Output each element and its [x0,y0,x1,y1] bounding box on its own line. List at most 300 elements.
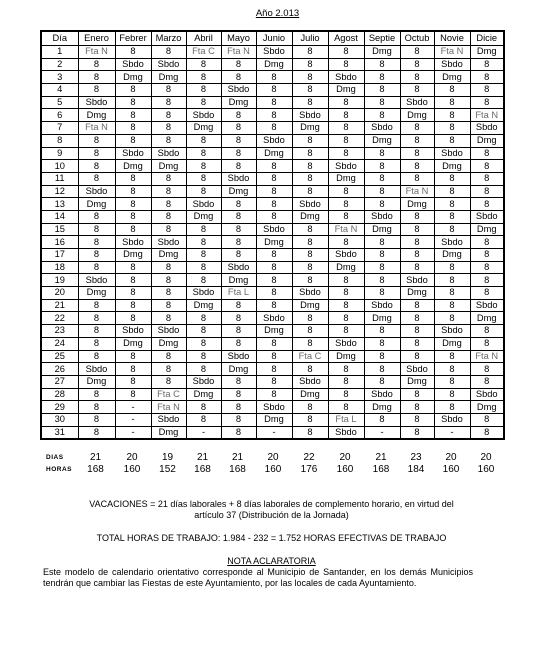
day-cell: 8 [151,312,186,325]
calendar-row [41,172,504,185]
day-cell: 8 [292,337,328,350]
day-cell: 8 [292,160,328,173]
day-cell: 8 [470,58,504,71]
day-cell: 8 [328,109,364,122]
day-cell: 8 [78,350,115,363]
day-cell: 8 [78,84,115,97]
day-cell: 8 [364,274,400,287]
day-cell: 8 [78,261,115,274]
day-cell: 8 [364,71,400,84]
day-cell: Fta C [186,46,221,59]
calendar-row [41,388,504,401]
day-cell: 8 [186,274,221,287]
day-cell: 8 [221,223,256,236]
day-cell: 8 [434,274,470,287]
day-cell: Sbdo [221,172,256,185]
day-cell: 8 [400,58,434,71]
day-cell: Fta N [78,122,115,135]
day-number: 28 [41,388,78,401]
day-cell: Sbdo [151,413,186,426]
header-month: Septie [364,31,400,46]
calendar-row [41,337,504,350]
calendar-row [41,299,504,312]
day-cell: Dmg [434,337,470,350]
day-cell: 8 [256,249,292,262]
day-cell: 8 [221,198,256,211]
day-cell: Sbdo [292,287,328,300]
day-cell: 8 [364,185,400,198]
calendar-row [41,312,504,325]
day-number: 29 [41,401,78,414]
day-cell: 8 [186,261,221,274]
day-cell: 8 [78,337,115,350]
day-number: 16 [41,236,78,249]
day-number: 17 [41,249,78,262]
day-cell: Dmg [328,84,364,97]
day-cell: Sbdo [434,236,470,249]
day-cell: Dmg [186,122,221,135]
day-cell: 8 [328,58,364,71]
day-cell: 8 [328,46,364,59]
day-cell: Dmg [434,71,470,84]
dias-value: 21 [89,452,102,463]
day-cell: Sbdo [256,401,292,414]
day-cell: 8 [78,236,115,249]
day-cell: 8 [364,58,400,71]
day-cell: Sbdo [256,312,292,325]
day-number: 10 [41,160,78,173]
day-cell: Dmg [470,223,504,236]
day-cell: 8 [364,84,400,97]
day-cell: Dmg [151,160,186,173]
day-cell: 8 [328,185,364,198]
calendar-row [41,274,504,287]
day-cell: 8 [256,210,292,223]
day-cell: 8 [292,84,328,97]
day-cell: Dmg [292,122,328,135]
day-cell: 8 [78,160,115,173]
day-cell: 8 [470,413,504,426]
day-cell: Sbdo [328,160,364,173]
horas-value: 160 [477,464,495,475]
day-cell: 8 [115,261,151,274]
day-cell: Sbdo [470,388,504,401]
dias-value: 20 [480,452,492,463]
day-cell: 8 [364,350,400,363]
header-month: Junio [256,31,292,46]
day-number: 24 [41,337,78,350]
day-cell: 8 [221,375,256,388]
day-cell: 8 [400,413,434,426]
day-cell: 8 [221,426,256,439]
day-cell: Dmg [78,375,115,388]
header-month: Novie [434,31,470,46]
day-cell: 8 [256,71,292,84]
day-cell: 8 [400,46,434,59]
day-cell: Sbdo [364,299,400,312]
day-cell: 8 [78,413,115,426]
calendar-row [41,261,504,274]
page-title: Año 2.013 [255,8,300,19]
day-cell: 8 [434,299,470,312]
day-cell: 8 [292,401,328,414]
day-cell: 8 [256,185,292,198]
day-cell: 8 [78,172,115,185]
day-cell: - [115,426,151,439]
day-number: 18 [41,261,78,274]
day-cell: Dmg [115,249,151,262]
day-cell: 8 [115,109,151,122]
day-cell: 8 [328,210,364,223]
calendar-row [41,109,504,122]
day-cell: 8 [400,122,434,135]
vacaciones-line-2: artículo 37 (Distribución de la Jornada) [194,510,349,520]
day-cell: 8 [186,71,221,84]
day-cell: 8 [328,325,364,338]
horas-value: 160 [336,464,354,475]
day-cell: 8 [78,249,115,262]
day-cell: 8 [256,299,292,312]
day-cell: 8 [400,223,434,236]
day-cell: 8 [256,84,292,97]
day-number: 6 [41,109,78,122]
day-cell: 8 [328,388,364,401]
day-cell: 8 [78,71,115,84]
day-number: 22 [41,312,78,325]
header-row [41,31,504,46]
day-cell: 8 [115,172,151,185]
calendar-row [41,46,504,59]
nota-text: Este modelo de calendario orientativo corresponde al Municipio de Santander, en los demás Municipios tendrán que cambiar las Fiestas de este Ayuntamiento, por las locales de cada Ayuntamiento. [43,567,473,588]
calendar-body [41,46,504,440]
day-cell: Sbdo [470,299,504,312]
day-cell: Dmg [186,388,221,401]
day-cell: Sbdo [470,210,504,223]
day-cell: Dmg [256,325,292,338]
day-cell: 8 [151,109,186,122]
day-cell: 8 [364,413,400,426]
day-cell: 8 [221,236,256,249]
day-cell: Sbdo [434,325,470,338]
day-cell: 8 [221,160,256,173]
dias-value: 20 [445,452,457,463]
day-cell: 8 [470,96,504,109]
day-cell: 8 [292,413,328,426]
day-cell: - [434,426,470,439]
day-cell: Dmg [364,223,400,236]
day-cell: 8 [434,96,470,109]
day-cell: Sbdo [328,249,364,262]
day-cell: 8 [400,160,434,173]
day-cell: 8 [186,236,221,249]
day-number: 14 [41,210,78,223]
day-cell: 8 [292,46,328,59]
day-cell: 8 [364,261,400,274]
day-cell: Sbdo [292,375,328,388]
calendar-row [41,185,504,198]
day-cell: Sbdo [115,325,151,338]
day-cell: 8 [364,160,400,173]
day-cell: Dmg [434,249,470,262]
day-cell: 8 [470,198,504,211]
day-cell: Dmg [78,109,115,122]
day-cell: 8 [434,350,470,363]
day-cell: Dmg [328,261,364,274]
calendar-row [41,249,504,262]
day-cell: 8 [78,210,115,223]
day-cell: 8 [364,337,400,350]
day-cell: 8 [221,210,256,223]
day-cell: 8 [364,96,400,109]
day-cell: 8 [400,249,434,262]
day-cell: 8 [115,122,151,135]
day-number: 2 [41,58,78,71]
day-cell: 8 [292,58,328,71]
calendar-row [41,198,504,211]
day-cell: 8 [434,312,470,325]
day-cell: 8 [364,109,400,122]
day-number: 9 [41,147,78,160]
day-cell: 8 [400,84,434,97]
day-cell: Dmg [78,198,115,211]
day-cell: 8 [151,210,186,223]
day-cell: 8 [470,274,504,287]
header-month: Octub [400,31,434,46]
day-cell: Sbdo [151,236,186,249]
day-cell: 8 [434,363,470,376]
day-number: 27 [41,375,78,388]
day-number: 31 [41,426,78,439]
day-cell: 8 [186,84,221,97]
day-cell: 8 [115,134,151,147]
day-cell: 8 [434,388,470,401]
day-cell: 8 [434,261,470,274]
dias-value: 19 [161,452,174,463]
day-cell: 8 [221,249,256,262]
day-cell: 8 [221,147,256,160]
day-cell: 8 [470,147,504,160]
day-cell: Dmg [470,312,504,325]
calendar-row [41,223,504,236]
day-number: 12 [41,185,78,198]
day-cell: 8 [115,363,151,376]
day-cell: 8 [256,198,292,211]
day-cell: 8 [292,312,328,325]
day-cell: 8 [434,401,470,414]
day-cell: Sbdo [115,236,151,249]
day-cell: 8 [186,363,221,376]
day-cell: Dmg [292,210,328,223]
day-cell: 8 [470,261,504,274]
day-cell: Sbdo [186,198,221,211]
day-cell: Sbdo [434,147,470,160]
day-cell: 8 [400,325,434,338]
calendar-row [41,96,504,109]
calendar-table [40,30,505,440]
header-month: Agost [328,31,364,46]
day-cell: Dmg [470,401,504,414]
day-cell: Sbdo [186,109,221,122]
day-cell: 8 [470,375,504,388]
horas-value: 160 [264,464,282,475]
day-cell: 8 [328,134,364,147]
calendar-row [41,363,504,376]
day-number: 30 [41,413,78,426]
day-cell: 8 [400,236,434,249]
header-month: Abril [186,31,221,46]
day-cell: 8 [400,401,434,414]
day-cell: Dmg [78,287,115,300]
day-cell: 8 [221,401,256,414]
day-cell: 8 [186,58,221,71]
horas-label: HORAS [46,466,72,473]
day-cell: Dmg [186,299,221,312]
day-cell: 8 [151,134,186,147]
day-cell: 8 [186,96,221,109]
day-cell: Fta N [221,46,256,59]
day-cell: Fta C [292,350,328,363]
day-cell: Fta C [151,388,186,401]
day-cell: 8 [221,337,256,350]
day-cell: 8 [256,388,292,401]
day-cell: Dmg [221,274,256,287]
day-cell: 8 [400,337,434,350]
day-cell: 8 [186,350,221,363]
day-cell: 8 [115,299,151,312]
dias-value: 20 [267,452,279,463]
day-cell: 8 [221,312,256,325]
day-number: 25 [41,350,78,363]
calendar-row [41,122,504,135]
day-cell: 8 [221,122,256,135]
calendar-row [41,147,504,160]
horas-value: 152 [159,464,176,475]
horas-value: 168 [87,464,104,475]
day-cell: Dmg [186,210,221,223]
day-cell: 8 [400,261,434,274]
day-cell: 8 [364,249,400,262]
day-cell: 8 [470,249,504,262]
day-cell: 8 [470,185,504,198]
calendar-row [41,71,504,84]
day-cell: Sbdo [470,122,504,135]
day-cell: Dmg [400,109,434,122]
day-cell: 8 [78,388,115,401]
day-cell: 8 [256,350,292,363]
day-cell: Sbdo [434,413,470,426]
day-cell: 8 [151,261,186,274]
calendar-row [41,401,504,414]
day-cell: Dmg [151,71,186,84]
vacaciones-line-1: VACACIONES = 21 días laborales + 8 días laborales de complemento horario, en virtud del [89,499,454,509]
header-month: Febrer [115,31,151,46]
horas-value: 168 [194,464,211,475]
day-cell: 8 [115,210,151,223]
day-cell: Sbdo [292,198,328,211]
day-cell: 8 [186,160,221,173]
day-cell: 8 [78,325,115,338]
day-cell: 8 [292,185,328,198]
day-cell: 8 [221,58,256,71]
day-cell: Sbdo [364,122,400,135]
day-cell: 8 [151,350,186,363]
day-number: 13 [41,198,78,211]
day-cell: Sbdo [328,337,364,350]
day-cell: Dmg [434,160,470,173]
dias-value: 21 [196,452,209,463]
day-cell: 8 [256,96,292,109]
day-cell: 8 [78,134,115,147]
day-cell: Dmg [400,287,434,300]
dias-label: DIAS [46,454,64,461]
day-cell: 8 [400,299,434,312]
day-cell: Sbdo [78,274,115,287]
day-cell: Sbdo [115,58,151,71]
day-cell: 8 [470,236,504,249]
day-cell: 8 [328,96,364,109]
day-cell: 8 [115,274,151,287]
day-cell: - [115,413,151,426]
day-cell: 8 [364,172,400,185]
dias-value: 20 [339,452,351,463]
horas-value: 168 [372,464,390,475]
day-cell: 8 [115,185,151,198]
day-number: 3 [41,71,78,84]
day-cell: 8 [292,172,328,185]
day-cell: 8 [470,337,504,350]
day-cell: 8 [434,134,470,147]
day-cell: 8 [292,325,328,338]
day-number: 21 [41,299,78,312]
day-cell: 8 [328,147,364,160]
day-cell: 8 [115,84,151,97]
day-cell: 8 [256,172,292,185]
day-cell: 8 [434,122,470,135]
day-cell: 8 [364,375,400,388]
day-cell: 8 [151,223,186,236]
day-cell: Fta N [78,46,115,59]
day-cell: 8 [151,363,186,376]
header-month: Mayo [221,31,256,46]
day-cell: 8 [470,325,504,338]
day-cell: - [256,426,292,439]
dias-value: 21 [375,452,387,463]
total-horas: TOTAL HORAS DE TRABAJO: 1.984 - 232 = 1.752 HORAS EFECTIVAS DE TRABAJO [96,533,447,543]
day-cell: 8 [328,375,364,388]
day-cell: 8 [434,109,470,122]
day-cell: Sbdo [151,147,186,160]
day-cell: Dmg [151,426,186,439]
day-cell: 8 [115,312,151,325]
summary-table [40,452,503,476]
day-cell: 8 [151,46,186,59]
day-cell: 8 [78,426,115,439]
day-cell: 8 [400,147,434,160]
day-cell: Sbdo [328,426,364,439]
day-cell: 8 [292,426,328,439]
day-cell: Sbdo [292,109,328,122]
day-cell: Sbdo [256,134,292,147]
day-number: 7 [41,122,78,135]
day-cell: Sbdo [434,58,470,71]
day-cell: 8 [151,185,186,198]
day-cell: - [115,401,151,414]
day-cell: 8 [328,401,364,414]
header-month: Julio [292,31,328,46]
day-cell: Sbdo [78,363,115,376]
day-cell: 8 [292,236,328,249]
day-cell: 8 [364,147,400,160]
